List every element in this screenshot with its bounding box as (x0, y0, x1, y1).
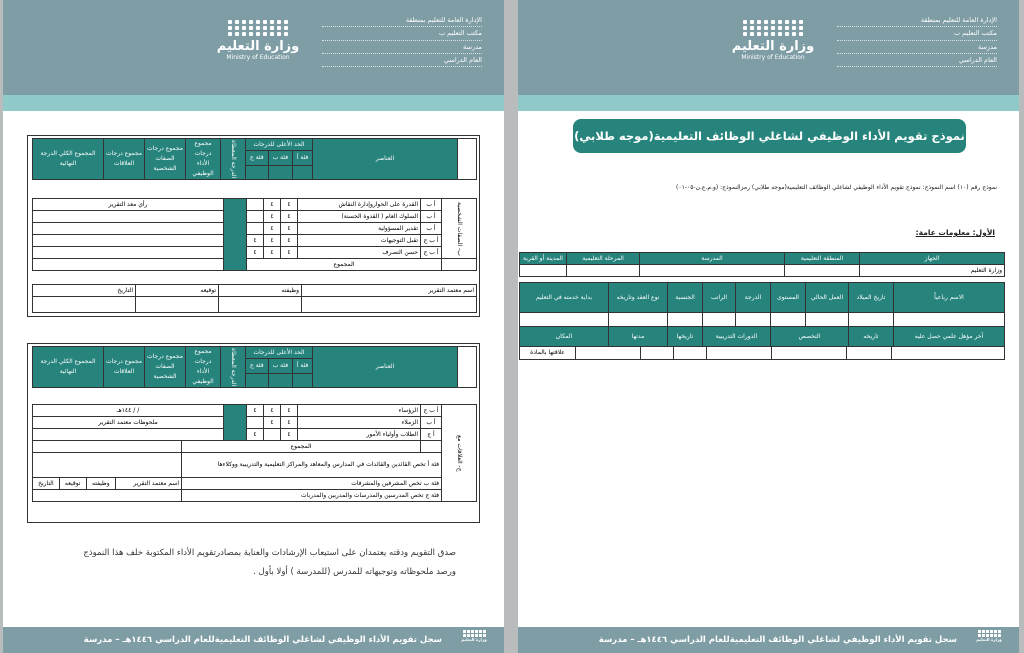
logo-dot (771, 32, 775, 36)
logo-dot (785, 26, 789, 30)
level-input[interactable] (771, 313, 806, 327)
qualification-input[interactable] (892, 347, 1005, 360)
page-footer (3, 627, 504, 653)
logo-dot (467, 630, 470, 633)
logo-dot (778, 32, 782, 36)
logo-dot (750, 32, 754, 36)
header-field: مدرسة (837, 41, 997, 54)
header-band (3, 95, 504, 111)
logo-dot (235, 20, 239, 24)
school-input[interactable] (640, 265, 785, 277)
logo-dot (263, 32, 267, 36)
logo-dot (764, 20, 768, 24)
logo-dot (263, 26, 267, 30)
personal-traits-table: العناصر الحد الأعلى للدرجات الدرجة المعطاة مجموع درجات الأداء الوظيفي مجموع درجات الصفات الشخصية مجموع درجات العلاقات المجموع الكلي الدرجة النهائية فئة أ فئة ب فئة ج (32, 138, 477, 180)
footer-logo: وزارة التعليم (969, 630, 1009, 642)
service-start-input[interactable] (520, 313, 609, 327)
stage-input[interactable] (567, 265, 640, 277)
logo-dot (249, 32, 253, 36)
course-date-input[interactable] (674, 347, 707, 360)
logo-dot (799, 26, 803, 30)
logo-dot (263, 20, 267, 24)
logo-dot (764, 26, 768, 30)
personal-traits-rows: ب- الصفات الشخصية أ ب القدرة على الحواروإدارة النقاش ٤ ٤ رأي معد التقرير أ ب السلوك العام ( القدوة الحسنة) ٤ ٤ أ ب تقدير المسؤولية ٤ ٤ أ ب ج تقبل التوجيهات ٤ ٤ ٤ أ ب ج حسن التصرف ٤ ٤ ٤ المجموع (32, 198, 477, 271)
logo-dot (256, 26, 260, 30)
header-band (518, 95, 1019, 111)
grade-input[interactable] (736, 313, 771, 327)
opinion-input[interactable] (33, 223, 224, 235)
logo-dot (750, 20, 754, 24)
relations-table: العناصر الحد الأعلى للدرجات الدرجة المعطاة مجموع درجات الأداء الوظيفي مجموع درجات الصفات الشخصية مجموع درجات العلاقات المجموع الكلي الدرجة النهائية فئة أ فئة ب فئة ج (32, 346, 477, 388)
logo-dot (757, 32, 761, 36)
logo-dot (235, 32, 239, 36)
form-title: نموذج تقويم الأداء الوظيفي لشاغلي الوظائف التعليمية(موجه طلابي) (573, 119, 966, 153)
logo-dot (792, 26, 796, 30)
logo-dot (256, 32, 260, 36)
logo-dot (483, 630, 486, 633)
header-field: مكتب التعليم ب (837, 27, 997, 40)
form-reference: نموذج رقم (١٠) اسم النموذج: نموذج تقويم الأداء الوظيفي لشاغلي الوظائف التعليمية(موجه طلابي) رمزالنموذج: (و.م.ع.ن-٠٥-٠١) (676, 184, 997, 191)
logo-dot (228, 26, 232, 30)
logo-dot (228, 20, 232, 24)
approver-name-input[interactable] (302, 297, 477, 313)
ministry-logo: وزارة التعليم Ministry of Education (208, 20, 308, 62)
logo-dot (757, 26, 761, 30)
logo-dot (284, 32, 288, 36)
logo-dot (764, 32, 768, 36)
logo-dot (270, 32, 274, 36)
salary-input[interactable] (703, 313, 736, 327)
logo-dot (242, 32, 246, 36)
footer-text: سجل تقويم الأداء الوظيفي لشاغلي الوظائف التعليميةللعام الدراسي ١٤٤٦هـ – مدرسة (598, 635, 957, 645)
approver-signature-input[interactable] (136, 297, 219, 313)
approval-date-input[interactable] (33, 297, 136, 313)
logo-dot (799, 20, 803, 24)
specialization-input[interactable] (772, 347, 847, 360)
logo-dot (270, 26, 274, 30)
page-left (3, 0, 504, 653)
opinion-input[interactable] (33, 259, 224, 271)
page-footer (518, 627, 1019, 653)
general-info-table-1: الجهاز المنطقة التعليمية المدرسة المرحلة التعليمية المدينة أو القرية وزارة التعليم (519, 252, 1005, 277)
logo-dots-icon (723, 20, 823, 36)
logo-dot (799, 32, 803, 36)
logo-dot (270, 20, 274, 24)
logo-dot (256, 20, 260, 24)
page-header (3, 0, 504, 95)
section-heading: الأول: معلومات عامة: (915, 228, 995, 237)
logo-dot (998, 630, 1001, 633)
logo-dot (757, 20, 761, 24)
logo-dot (990, 630, 993, 633)
logo-dot (471, 630, 474, 633)
evaluation-note: صدق التقويم ودقته يعتمدان على استيعاب الإرشادات والعناية بمصادرتقويم الأداء المكتوبة خلف هذا النموذج ورصد ملحوظاته وتوجيهاته للمدرس (للمدرسة ) أولا بأول . (83, 548, 456, 577)
logo-dot (771, 26, 775, 30)
logo-dot (277, 26, 281, 30)
full-name-input[interactable] (894, 313, 1005, 327)
logo-dot (982, 630, 985, 633)
logo-dot (249, 20, 253, 24)
city-input[interactable] (520, 265, 567, 277)
logo-dot (235, 26, 239, 30)
course-duration-input[interactable] (641, 347, 674, 360)
logo-dot (986, 630, 989, 633)
approval-labels: اسم معتمد التقرير وظيفته توقيعه التاريخ (33, 478, 181, 489)
logo-dot (242, 20, 246, 24)
opinion-input[interactable] (33, 211, 224, 223)
header-field: الإدارة العامة للتعليم بمنطقة (322, 14, 482, 27)
approver-job-input[interactable] (219, 297, 302, 313)
header-field: مكتب التعليم ب (322, 27, 482, 40)
earned-grade-cell[interactable] (224, 405, 247, 441)
notes-input[interactable] (33, 453, 182, 478)
region-input[interactable] (785, 265, 860, 277)
nationality-input[interactable] (668, 313, 703, 327)
logo-dot (277, 32, 281, 36)
logo-dot (994, 630, 997, 633)
general-info-table-2: الاسم رباعياً تاريخ الميلاد العمل الحالي المستوى الدرجة الراتب الجنسية نوع العقد وتاريخه بداية خدمته في التعليم آخر مؤهل علمي حصل عليه تاريخه التخصص الدورات التدريبية تاريخها مدتها المكان (519, 282, 1005, 347)
contract-input[interactable] (609, 313, 668, 327)
logo-dot (743, 32, 747, 36)
logo-dot (750, 26, 754, 30)
logo-dot (778, 26, 782, 30)
page-right (518, 0, 1019, 653)
logo-dot (792, 20, 796, 24)
logo-dot (785, 20, 789, 24)
logo-dot (978, 630, 981, 633)
qualification-values (519, 346, 1005, 360)
logo-dot (792, 32, 796, 36)
header-field: مدرسة (322, 41, 482, 54)
course-relevance-input[interactable]: علاقتها بالمادة (520, 347, 576, 360)
current-job-input[interactable] (806, 313, 849, 327)
birth-date-input[interactable] (849, 313, 894, 327)
logo-dot (785, 32, 789, 36)
logo-dot (277, 20, 281, 24)
logo-dot (228, 32, 232, 36)
earned-grade-cell[interactable] (224, 199, 247, 271)
opinion-input[interactable] (33, 235, 224, 247)
logo-dot (743, 26, 747, 30)
notes-input[interactable] (33, 441, 182, 453)
page-header (518, 0, 1019, 95)
header-field: الإدارة العامة للتعليم بمنطقة (837, 14, 997, 27)
course-place-input[interactable] (576, 347, 641, 360)
logo-dots-icon (208, 20, 308, 36)
logo-dot (479, 630, 482, 633)
notes-input[interactable] (33, 429, 224, 441)
footer-logo-icon (969, 630, 1009, 637)
footer-text: سجل تقويم الأداء الوظيفي لشاغلي الوظائف التعليميةللعام الدراسي ١٤٤٦هـ – مدرسة (83, 635, 442, 645)
logo-dot (778, 20, 782, 24)
footer-logo: وزارة التعليم (454, 630, 494, 642)
approval-input[interactable] (33, 490, 182, 502)
logo-dot (242, 26, 246, 30)
logo-dot (249, 26, 253, 30)
logo-dot (284, 20, 288, 24)
agency-value[interactable]: وزارة التعليم (860, 265, 1005, 277)
relations-rows: ج- العلاقات مع أ ب ج الرؤساء ٤ ٤ ٤ / / ١٤٤هـ أ ب الزملاء ٤ ٤ ملحوظات معتمد التقرير أ ج الطلاب وأولياء الأمور ٤ ٤ المجموع فئة أ تخص القائدين والقائدات في المدارس والمعاهد والمراكز التعليمية والتدريبية ووكلاءها فئة ب تخص المشرفين والمشرفات اسم معتمد التقرير وظيفته توقيعه التاريخ فئة ج تخص المدرسين والمدرسات والمدربين والمدربات (32, 404, 477, 502)
header-field: العام الدراسي (322, 54, 482, 67)
logo-dot (475, 630, 478, 633)
element-name: القدرة على الحواروإدارة النقاش (298, 199, 421, 211)
logo-dot (284, 26, 288, 30)
logo-dot (743, 20, 747, 24)
logo-dot (771, 20, 775, 24)
approval-row: اسم معتمد التقرير وظيفته توقيعه التاريخ (32, 284, 477, 313)
logo-dot (463, 630, 466, 633)
header-field: العام الدراسي (837, 54, 997, 67)
qualification-date-input[interactable] (847, 347, 892, 360)
header-fields (837, 14, 997, 67)
courses-input[interactable] (707, 347, 772, 360)
ministry-logo: وزارة التعليم Ministry of Education (723, 20, 823, 62)
header-fields (322, 14, 482, 67)
opinion-input[interactable] (33, 247, 224, 259)
footer-logo-icon (454, 630, 494, 637)
